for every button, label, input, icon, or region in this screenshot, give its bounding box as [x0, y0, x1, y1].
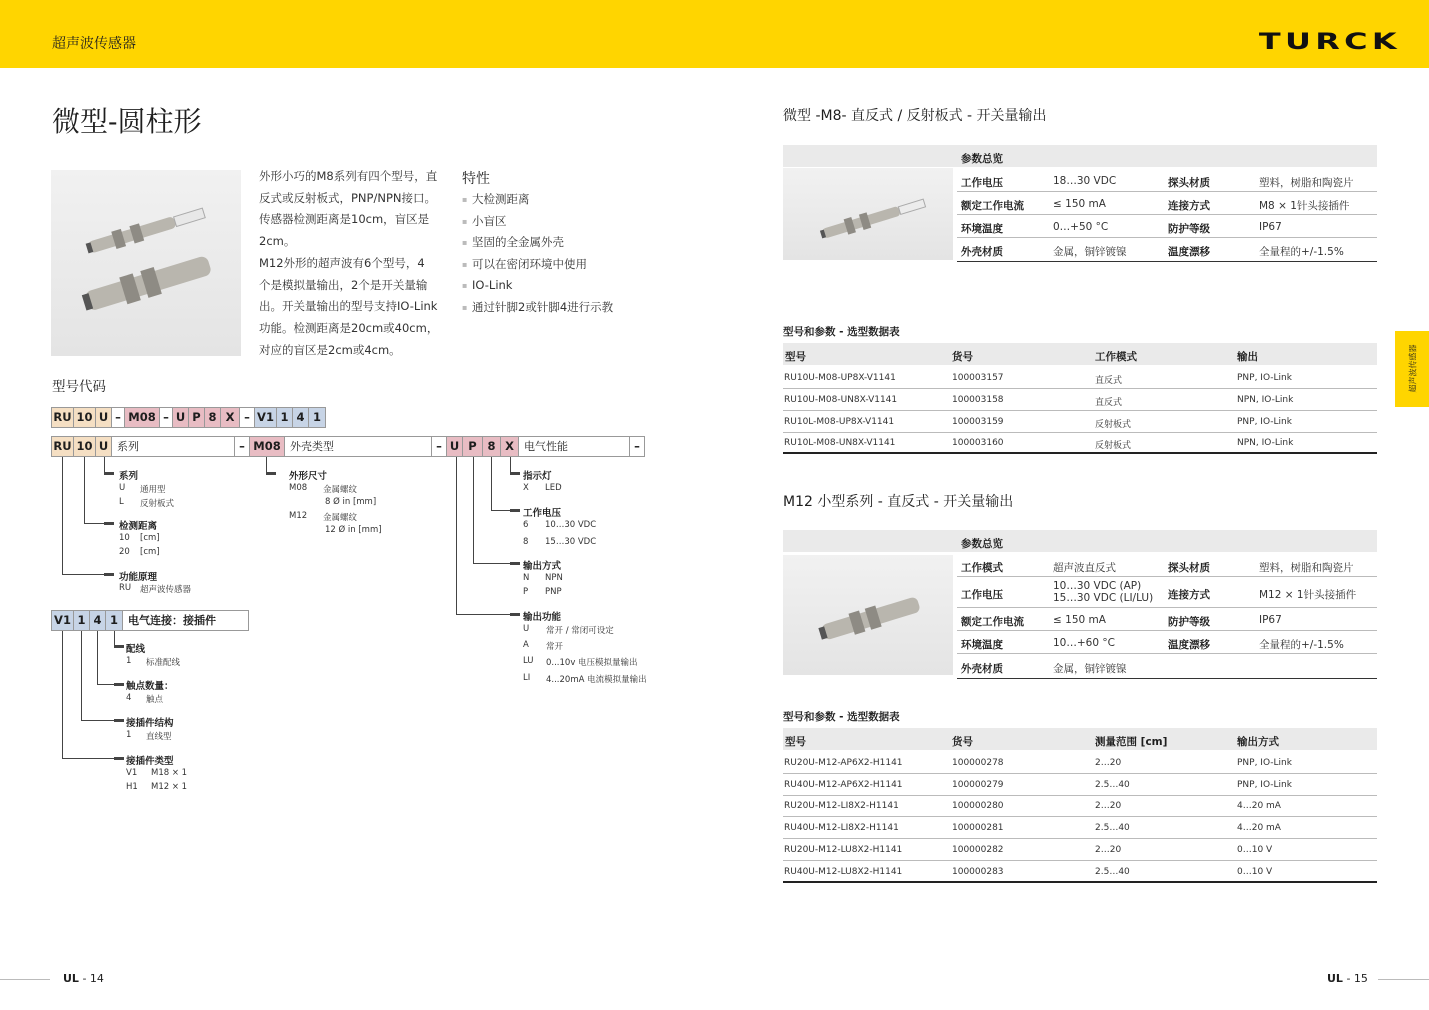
tree-code: L — [119, 497, 124, 507]
feature-item: ▪ 小盲区 — [462, 211, 613, 233]
feature-item: ▪ 坚固的全金属外壳 — [462, 232, 613, 254]
m12-section-title: M12 小型系列 - 直反式 - 开关量输出 — [783, 494, 1014, 510]
tree-code: LU — [523, 656, 534, 666]
table-row: RU10L-M08-UN8X-V1141 — [784, 438, 896, 448]
desc-line: 传感器检测距离是10cm，盲区是 — [259, 212, 430, 227]
sensor-photo-icon — [51, 170, 241, 356]
tree-series-title: 系列 — [119, 471, 139, 482]
code-1: 1 — [276, 407, 293, 428]
tree-value: 4...20mA 电流模拟量输出 — [546, 675, 647, 685]
description-text — [259, 166, 449, 361]
m8-overview-title: 参数总览 — [961, 153, 1003, 165]
tree-code: H1 — [126, 782, 138, 792]
tree-value: 0...10v 电压模拟量输出 — [546, 658, 638, 668]
table-row: RU10U-M08-UP8X-V1141 — [784, 373, 896, 383]
tree-value: 金属螺纹 — [323, 513, 358, 523]
code-dash: – — [239, 407, 255, 428]
tree-size-title: 外形尺寸 — [289, 471, 328, 482]
tree-code: M08 — [289, 483, 308, 493]
tree-value: 反射板式 — [140, 499, 175, 509]
tree-code: A — [523, 640, 529, 650]
tree-value: 12 Ø in [mm] — [325, 525, 382, 535]
tree-value: 标准配线 — [146, 658, 181, 668]
series-dash: – — [234, 436, 250, 457]
turck-logo: TURCK — [1258, 30, 1401, 55]
desc-line: 功能。检测距离是20cm或40cm， — [259, 320, 439, 335]
conn-4: 4 — [89, 610, 106, 631]
tree-value: PNP — [545, 587, 562, 597]
tree-output-title: 输出方式 — [523, 561, 562, 572]
tree-function-title: 输出功能 — [523, 612, 562, 623]
conn-1: 1 — [73, 610, 90, 631]
table-row: RU20U-M12-AP6X2-H1141 — [784, 758, 903, 768]
code-U: U — [172, 407, 189, 428]
housing-label: 外壳类型 — [284, 436, 432, 457]
code-dash: – — [159, 407, 173, 428]
tree-code: RU — [119, 583, 132, 593]
desc-line: 反式或反射板式，PNP/NPN接口。 — [259, 190, 436, 205]
tree-value: 通用型 — [140, 485, 166, 495]
tree-code: P — [523, 587, 529, 597]
m12-sensor-photo — [783, 555, 953, 675]
tree-code: N — [523, 573, 530, 583]
conn-type-title: 接插件类型 — [126, 756, 174, 767]
conn-structure-title: 接插件结构 — [126, 718, 174, 729]
m8-selection-title: 型号和参数 - 选型数据表 — [783, 326, 900, 338]
tree-code: M12 — [289, 511, 308, 521]
table-row: RU40U-M12-LI8X2-H1141 — [784, 823, 899, 833]
desc-line: 对应的盲区是2cm或4cm。 — [259, 342, 401, 357]
series-U: U — [446, 436, 463, 457]
tree-value: 常开 — [546, 642, 564, 652]
code-ru: RU — [51, 407, 74, 428]
tree-value: 直线型 — [146, 732, 172, 742]
code-P: P — [188, 407, 205, 428]
series-P: P — [462, 436, 483, 457]
tree-code: U — [119, 483, 126, 493]
series-10: 10 — [73, 436, 96, 457]
desc-line: 个是模拟量输出，2个是开关量输 — [259, 277, 428, 292]
sensor-photo-icon — [783, 168, 953, 260]
table-row: RU40U-M12-LU8X2-H1141 — [784, 867, 903, 877]
tree-value: 金属螺纹 — [323, 485, 358, 495]
code-8: 8 — [204, 407, 221, 428]
feature-item: ▪ 可以在密闭环境中使用 — [462, 254, 613, 276]
series-ru: RU — [51, 436, 74, 457]
desc-line: 2cm。 — [259, 234, 296, 249]
tree-code: U — [523, 624, 530, 634]
tree-value: LED — [545, 483, 562, 493]
code-dash: – — [111, 407, 125, 428]
code-m08: M08 — [124, 407, 160, 428]
desc-line: 外形小巧的M8系列有四个型号，直 — [259, 169, 438, 183]
tree-code: 8 — [523, 537, 529, 547]
table-row: RU20U-M12-LU8X2-H1141 — [784, 845, 903, 855]
m12-overview-title: 参数总览 — [961, 538, 1003, 550]
table-row: RU10U-M08-UN8X-V1141 — [784, 395, 898, 405]
page-title: 微型-圆柱形 — [52, 105, 202, 138]
tree-value: 触点 — [146, 695, 164, 705]
series-X: X — [500, 436, 519, 457]
tree-value: 8 Ø in [mm] — [325, 497, 377, 507]
table-row: RU10L-M08-UP8X-V1141 — [784, 417, 895, 427]
conn-1b: 1 — [105, 610, 123, 631]
tree-voltage-title: 工作电压 — [523, 508, 562, 519]
series-8: 8 — [482, 436, 501, 457]
tree-code: V1 — [126, 768, 138, 778]
product-photo-m8-m12 — [51, 170, 241, 356]
feature-item: ▪ 通过针脚2或针脚4进行示教 — [462, 297, 613, 319]
tree-code: X — [523, 483, 529, 493]
series-u: U — [95, 436, 112, 457]
tree-value: [cm] — [140, 533, 160, 543]
conn-label: 电气连接：接插件 — [122, 610, 249, 631]
conn-v1: V1 — [51, 610, 74, 631]
features-title: 特性 — [462, 171, 490, 187]
tree-code: 1 — [126, 656, 132, 666]
table-row: RU20U-M12-LI8X2-H1141 — [784, 801, 899, 811]
tree-value: 超声波传感器 — [140, 585, 192, 595]
m8-sensor-photo — [783, 168, 953, 260]
tree-range-title: 检测距离 — [119, 521, 158, 532]
series-m08: M08 — [249, 436, 285, 457]
page-number-right: UL - 15 — [1327, 972, 1368, 985]
table-row: RU40U-M12-AP6X2-H1141 — [784, 780, 903, 790]
electrical-label: 电气性能 — [518, 436, 630, 457]
desc-line: M12外形的超声波有6个型号，4 — [259, 255, 425, 270]
features-list — [462, 189, 613, 319]
code-u: U — [95, 407, 112, 428]
series-dash: – — [431, 436, 447, 457]
sensor-photo-icon — [783, 555, 953, 675]
code-4: 4 — [292, 407, 309, 428]
tree-code: 20 — [119, 547, 130, 557]
tree-value: 15…30 VDC — [545, 537, 597, 547]
conn-contacts-title: 触点数量： — [126, 681, 174, 692]
side-tab: 超声波传感器 — [1395, 331, 1429, 407]
tree-code: 1 — [126, 730, 132, 740]
page-number-left: UL - 14 — [63, 972, 104, 985]
tree-code: LI — [523, 673, 531, 683]
tree-principle-title: 功能原理 — [119, 572, 158, 583]
tree-code: 10 — [119, 533, 130, 543]
code-X: X — [220, 407, 240, 428]
conn-wiring-title: 配线 — [126, 644, 146, 655]
tree-value: M18 × 1 — [151, 768, 188, 778]
desc-line: 出。开关量输出的型号支持IO-Link — [259, 299, 438, 314]
m8-section-title: 微型 -M8- 直反式 / 反射板式 - 开关量输出 — [783, 108, 1047, 124]
tree-value: 10…30 VDC — [545, 520, 597, 530]
header-category: 超声波传感器 — [52, 36, 136, 52]
series-dash: – — [629, 436, 645, 457]
tree-value: [cm] — [140, 547, 160, 557]
code-v1: V1 — [254, 407, 277, 428]
tree-value: 常开 / 常闭可设定 — [546, 626, 614, 636]
tree-value: M12 × 1 — [151, 782, 188, 792]
tree-value: NPN — [545, 573, 563, 583]
feature-item: ▪ IO-Link — [462, 275, 613, 297]
code-10: 10 — [73, 407, 96, 428]
tree-code: 4 — [126, 693, 132, 703]
m12-selection-title: 型号和参数 - 选型数据表 — [783, 711, 900, 723]
tree-code: 6 — [523, 520, 529, 530]
feature-item: ▪ 大检测距离 — [462, 189, 613, 211]
code-1b: 1 — [308, 407, 326, 428]
type-code-title: 型号代码 — [52, 379, 106, 395]
header-bar — [0, 0, 1429, 68]
series-label: 系列 — [111, 436, 235, 457]
tree-led-title: 指示灯 — [523, 471, 552, 482]
